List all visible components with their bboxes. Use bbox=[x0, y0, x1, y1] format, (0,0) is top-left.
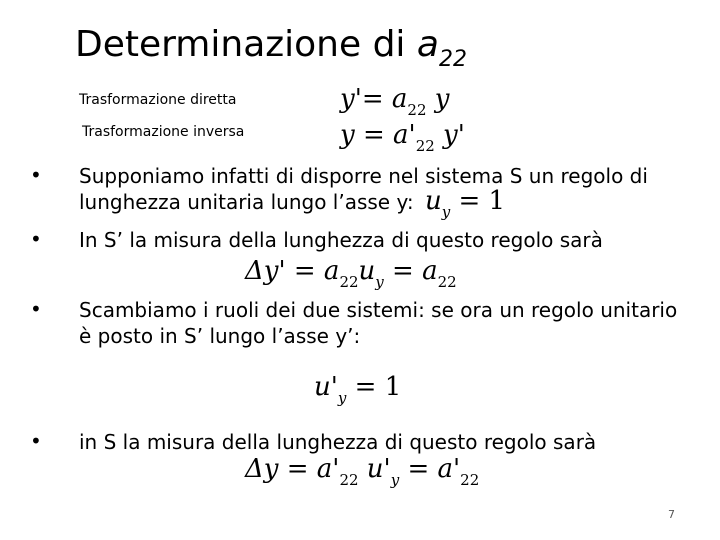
eq-term: = bbox=[354, 120, 394, 150]
eq-term: = bbox=[361, 84, 392, 114]
bullet-line: è posto in S’ lungo l’asse y’: bbox=[79, 324, 361, 348]
bullet-marker: • bbox=[30, 227, 42, 251]
eq-term: = 1 bbox=[450, 186, 506, 216]
page-number: 7 bbox=[668, 508, 675, 521]
eq-term: = a bbox=[383, 256, 438, 286]
title-variable: a bbox=[416, 24, 439, 65]
page-title bbox=[75, 24, 467, 72]
bullet-marker: • bbox=[30, 429, 42, 453]
eq-term: Δy = a' bbox=[245, 454, 340, 484]
eq-term: a bbox=[391, 84, 408, 114]
inverse-transform-label: Trasformazione inversa bbox=[82, 124, 245, 140]
title-text: Determinazione di bbox=[75, 24, 417, 65]
eq-term: y bbox=[340, 120, 355, 150]
eq-subscript: y bbox=[390, 471, 400, 489]
eq-subscript: 22 bbox=[339, 273, 359, 291]
bullet-line: Supponiamo infatti di disporre nel sistema S un regolo di bbox=[79, 164, 648, 188]
bullet-2-text: In S’ la misura della lunghezza di questo regolo sarà bbox=[79, 228, 603, 252]
eq-subscript: y bbox=[375, 273, 384, 291]
direct-transform-equation bbox=[340, 84, 449, 119]
eq-term: = 1 bbox=[346, 372, 402, 402]
uprime-y-equation bbox=[314, 372, 401, 407]
bullet-4-text: in S la misura della lunghezza di questo regolo sarà bbox=[79, 430, 597, 454]
bullet-3-text bbox=[79, 297, 677, 349]
eq-term: Δy' = a bbox=[245, 256, 340, 286]
eq-subscript: 22 bbox=[407, 101, 427, 119]
eq-term: u' bbox=[314, 372, 338, 402]
eq-subscript: y bbox=[337, 389, 347, 407]
eq-term: u' bbox=[358, 454, 391, 484]
direct-transform-label: Trasformazione diretta bbox=[79, 92, 237, 108]
delta-y-equation bbox=[245, 454, 479, 489]
eq-term: y' bbox=[434, 120, 465, 150]
eq-subscript: y bbox=[441, 203, 451, 221]
eq-subscript: 22 bbox=[437, 273, 457, 291]
bullet-line: lunghezza unitaria lungo l’asse y: bbox=[79, 190, 414, 214]
delta-y-prime-equation bbox=[245, 256, 457, 291]
eq-term: u bbox=[358, 256, 376, 286]
bullet-1-text bbox=[79, 163, 648, 215]
eq-term: u bbox=[425, 186, 442, 216]
eq-term: = a' bbox=[399, 454, 461, 484]
inverse-transform-equation bbox=[340, 120, 465, 155]
eq-subscript: 22 bbox=[415, 137, 435, 155]
eq-term: a' bbox=[393, 120, 416, 150]
eq-subscript: 22 bbox=[339, 471, 359, 489]
eq-subscript: 22 bbox=[460, 471, 480, 489]
eq-term: y' bbox=[340, 84, 362, 114]
title-subscript: 22 bbox=[438, 47, 467, 72]
bullet-marker: • bbox=[30, 297, 42, 321]
eq-term: y bbox=[426, 84, 450, 114]
uy-equation bbox=[425, 186, 505, 221]
bullet-line: Scambiamo i ruoli dei due sistemi: se ora un regolo unitario bbox=[79, 298, 678, 322]
bullet-marker: • bbox=[30, 163, 42, 187]
